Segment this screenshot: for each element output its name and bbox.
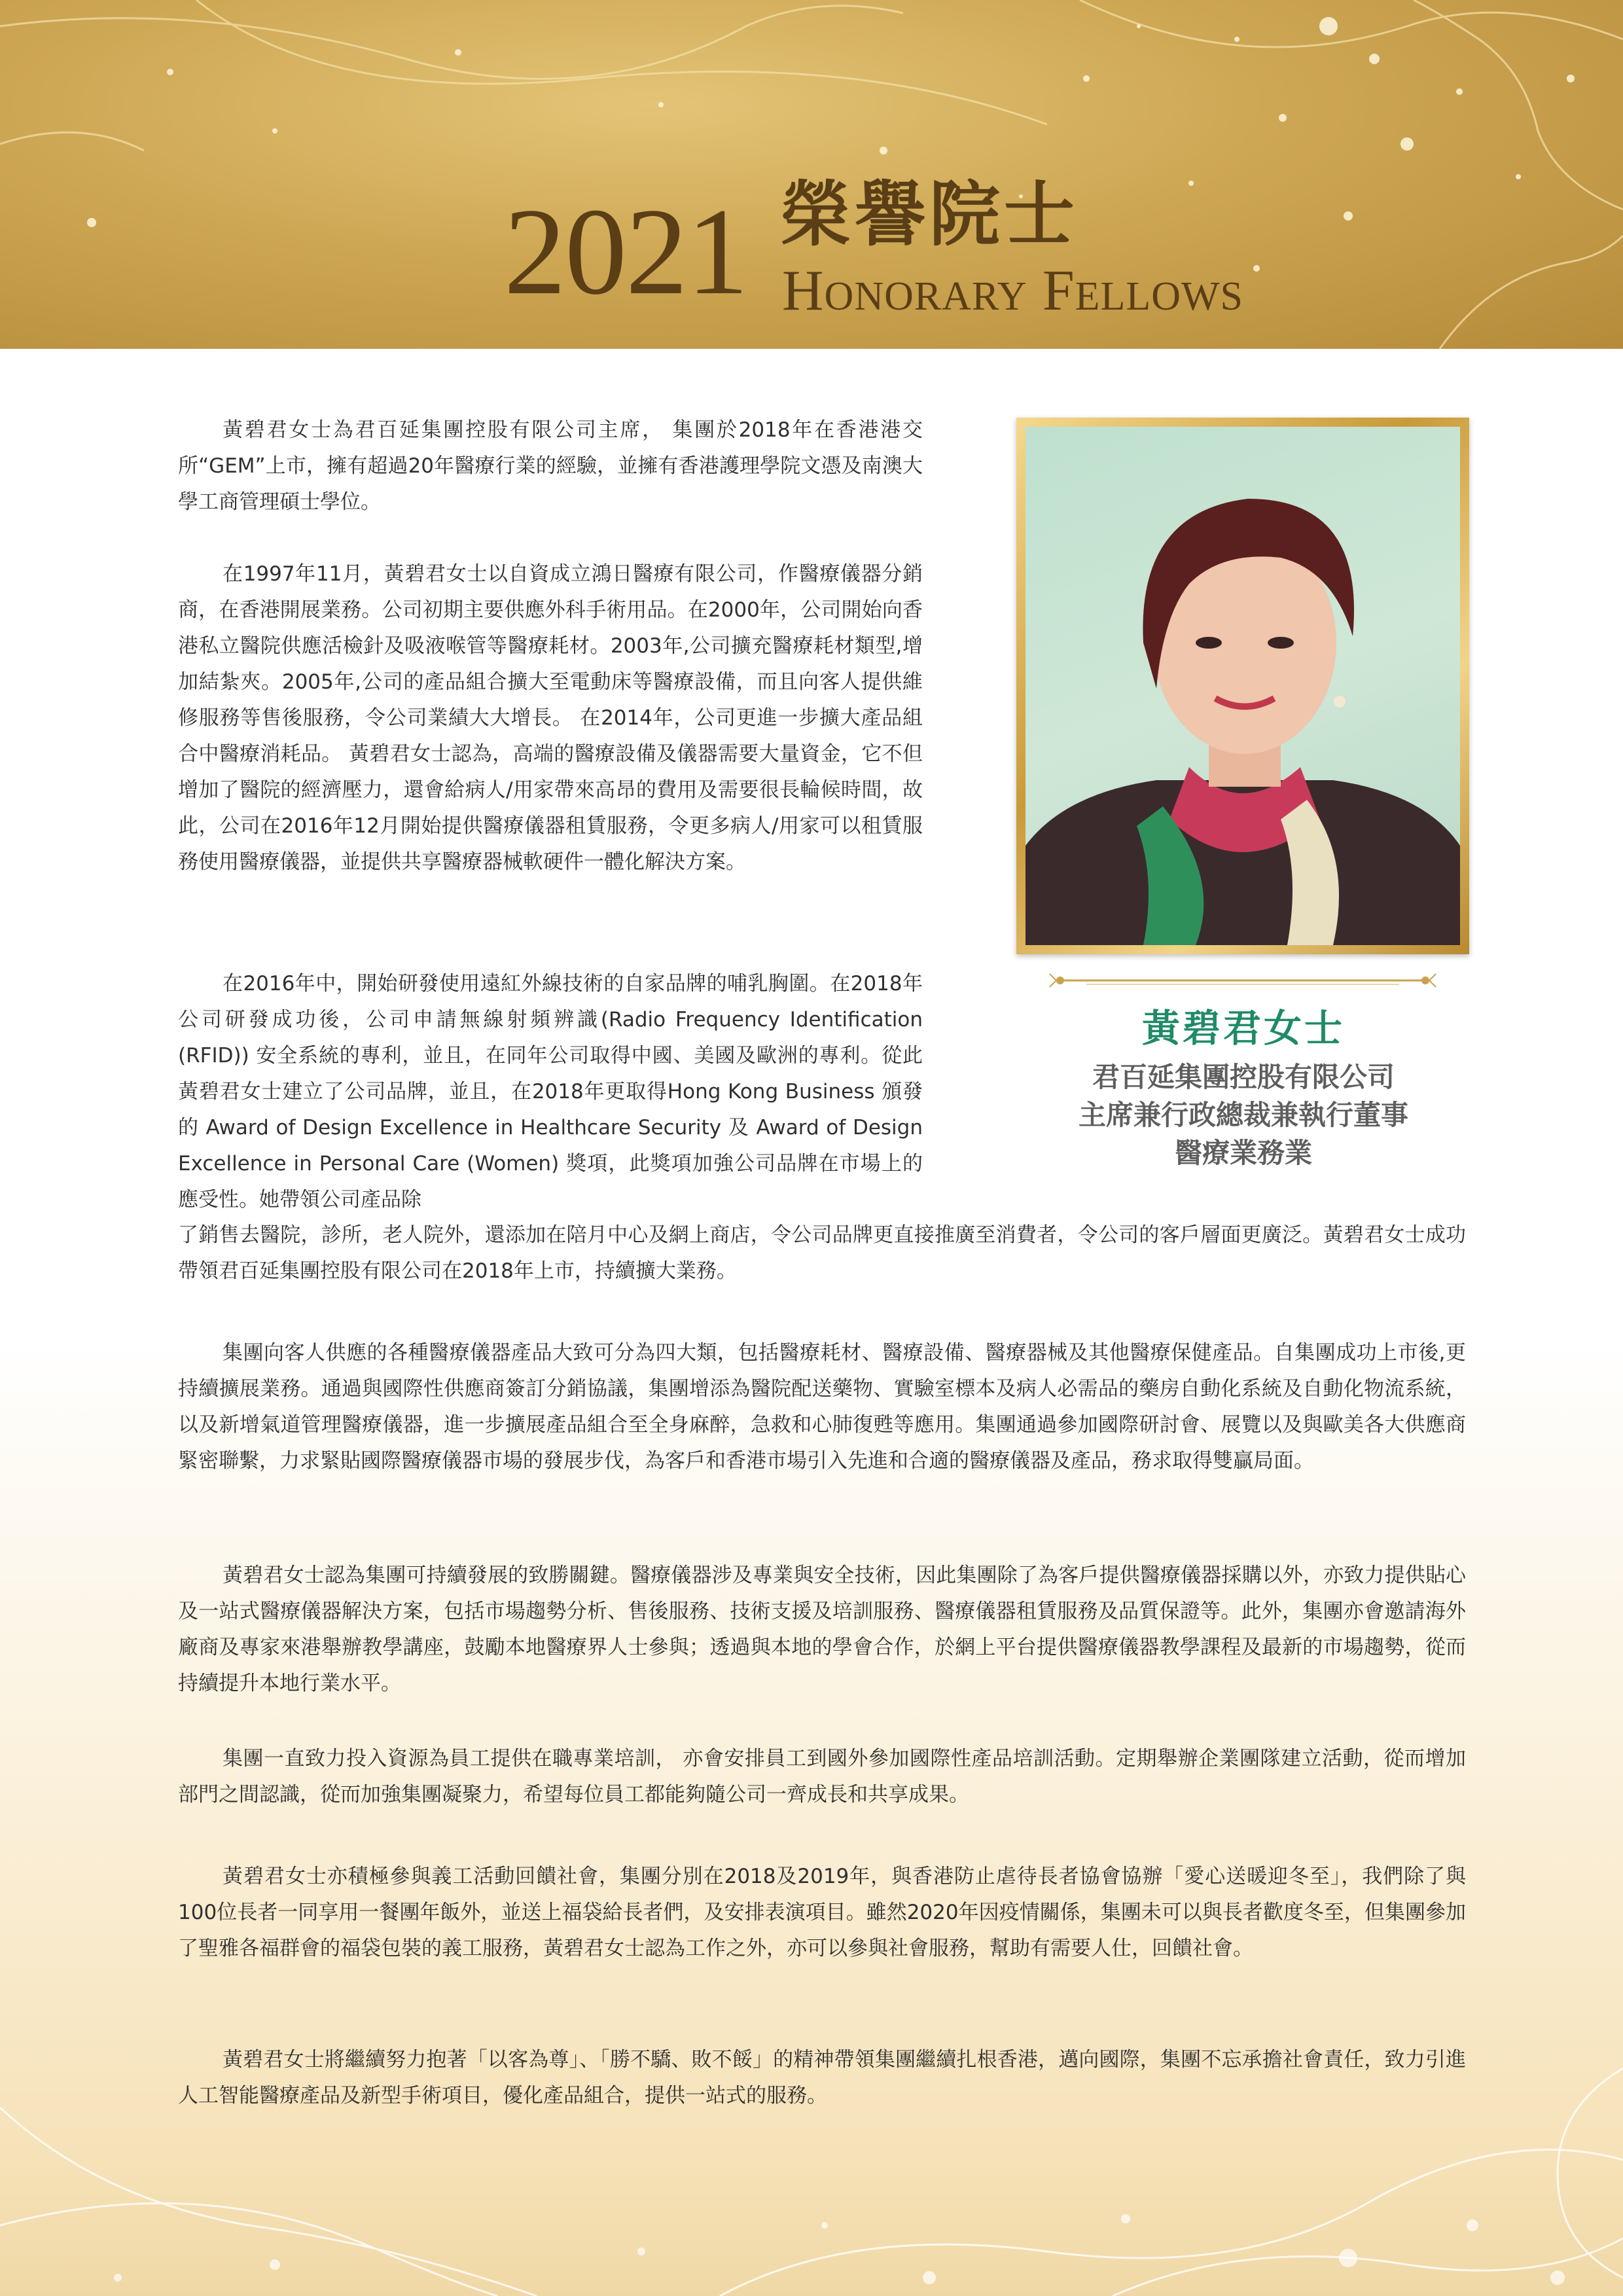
paragraph-company-history: 在1997年11月，黃碧君女士以自資成立鴻日醫療有限公司，作醫療儀器分銷商，在香港開展業務。公司初期主要供應外科手術用品。在2000年，公司開始向香港私立醫院供應活檢針及吸液喉管等醫療耗材。2003年,公司擴充醫療耗材類型,增加結紮夾。2005年,公司的產品組合擴大至電動床等醫療設備，而且向客人提供維修服務等售後服務，令公司業績大大增長。 在2014年，公司更進一步擴大產品組合中醫療消耗品。 黃碧君女士認為，高端的醫療設備及儀器需要大量資金，它不但增加了醫院的經濟壓力，還會給病人/用家帶來高昂的費用及需要很長輪候時間，故此，公司在2016年12月開始提供醫療儀器租賃服務，令更多病人/用家可以租賃服務使用醫療儀器，並提供共享醫療器械軟硬件一體化解決方案。 — [178, 562, 923, 874]
portrait-frame — [1016, 418, 1469, 954]
paragraph-brand-development-continued: 了銷售去醫院，診所，老人院外，還添加在陪月中心及網上商店，令公司品牌更直接推廣至消費者，令公司的客戶層面更廣泛。黃碧君女士成功帶領君百延集團控股有限公司在2018年上市，持續擴大業務。 — [178, 1223, 1466, 1283]
honoree-name: 黃碧君女士 — [1141, 1006, 1345, 1050]
paragraph-staff-training: 集團一直致力投入資源為員工提供在職專業培訓， 亦會安排員工到國外參加國際性產品培訓活動。定期舉辦企業團隊建立活動，從而增加部門之間認識，從而加強集團凝聚力，希望每位員工都能夠隨公司一齊成長和共享成果。 — [178, 1747, 1466, 1806]
header-banner — [0, 0, 1623, 349]
portrait-illustration — [1026, 427, 1460, 945]
title-year: 2021 — [504, 183, 747, 321]
paragraph-intro: 黃碧君女士為君百延集團控股有限公司主席， 集團於2018年在香港港交所“GEM”上市，擁有超過20年醫療行業的經驗，並擁有香港護理學院文憑及南澳大學工商管理碩士學位。 — [178, 418, 923, 514]
portrait-photo — [1026, 427, 1460, 945]
caption-divider — [1047, 971, 1438, 990]
title-chinese: 榮譽院士 — [780, 173, 1079, 256]
footer-line-decoration — [0, 2029, 1623, 2296]
honoree-division: 醫療業務業 — [1174, 1137, 1312, 1169]
paragraph-sustainability: 黃碧君女士認為集團可持續發展的致勝關鍵。醫療儀器涉及專業與安全技術，因此集團除了為客戶提供醫療儀器採購以外，亦致力提供貼心及一站式醫療儀器解決方案，包括市場趨勢分析、售後服務、技術支援及培訓服務、醫療儀器租賃服務及品質保證等。此外，集團亦會邀請海外廠商及專家來港舉辦教學講座，鼓勵本地醫療界人士參與；透過與本地的學會合作，於網上平台提供醫療儀器教學課程及最新的市場趨勢，從而持續提升本地行業水平。 — [178, 1564, 1466, 1695]
paragraph-product-categories: 集團向客人供應的各種醫療儀器產品大致可分為四大類，包括醫療耗材、醫療設備、醫療器械及其他醫療保健產品。自集團成功上市後,更持續擴展業務。通過與國際性供應商簽訂分銷協議，集團增添為醫院配送藥物、實驗室標本及病人必需品的藥房自動化系統及自動化物流系統，以及新增氣道管理醫療儀器，進一步擴展產品組合至全身麻醉，急救和心肺復甦等應用。集團通過參加國際研討會、展覽以及與歐美各大供應商緊密聯繫，力求緊貼國際醫療儀器市場的發展步伐，為客戶和香港市場引入先進和合適的醫療儀器及產品，務求取得雙贏局面。 — [178, 1341, 1466, 1473]
paragraph-brand-development: 在2016年中，開始研發使用遠紅外線技術的自家品牌的哺乳胸圍。在2018年公司研發成功後，公司申請無線射頻辨識(Radio Frequency Identification (RFID)) 安全系統的專利，並且，在同年公司取得中國、美國及歐洲的專利。從此黃碧君女士建立了公司品牌，並且，在2018年更取得Hong Kong Business 頒發的 Award of Design Excellence in Healthcare Security 及 Award of Design Excellence in Personal Care (Women) 獎項，此獎項加強公司品牌在市場上的應受性。她帶領公司產品除 — [178, 972, 923, 1211]
paragraph-future-vision: 黃碧君女士將繼續努力抱著「以客為尊」、「勝不驕、敗不餒」的精神帶領集團繼續扎根香港，邁向國際，集團不忘承擔社會責任，致力引進人工智能醫療產品及新型手術項目，優化產品組合，提供一站式的服務。 — [178, 2048, 1466, 2108]
title-english: Honorary Fellows — [782, 259, 1244, 323]
paragraph-volunteer-work: 黃碧君女士亦積極參與義工活動回饋社會，集團分別在2018及2019年，與香港防止虐待長者協會協辦「愛心送暖迎冬至」，我們除了與100位長者一同享用一餐團年飯外，並送上福袋給長者們，及安排表演項目。雖然2020年因疫情關係，集團未可以與長者歡度冬至，但集團參加了聖雅各福群會的福袋包裝的義工服務，黃碧君女士認為工作之外，亦可以參與社會服務，幫助有需要人仕，回饋社會。 — [178, 1865, 1466, 1960]
honoree-company: 君百延集團控股有限公司 — [1092, 1061, 1395, 1093]
page-title — [0, 164, 1623, 321]
honoree-position: 主席兼行政總裁兼執行董事 — [1078, 1099, 1408, 1131]
